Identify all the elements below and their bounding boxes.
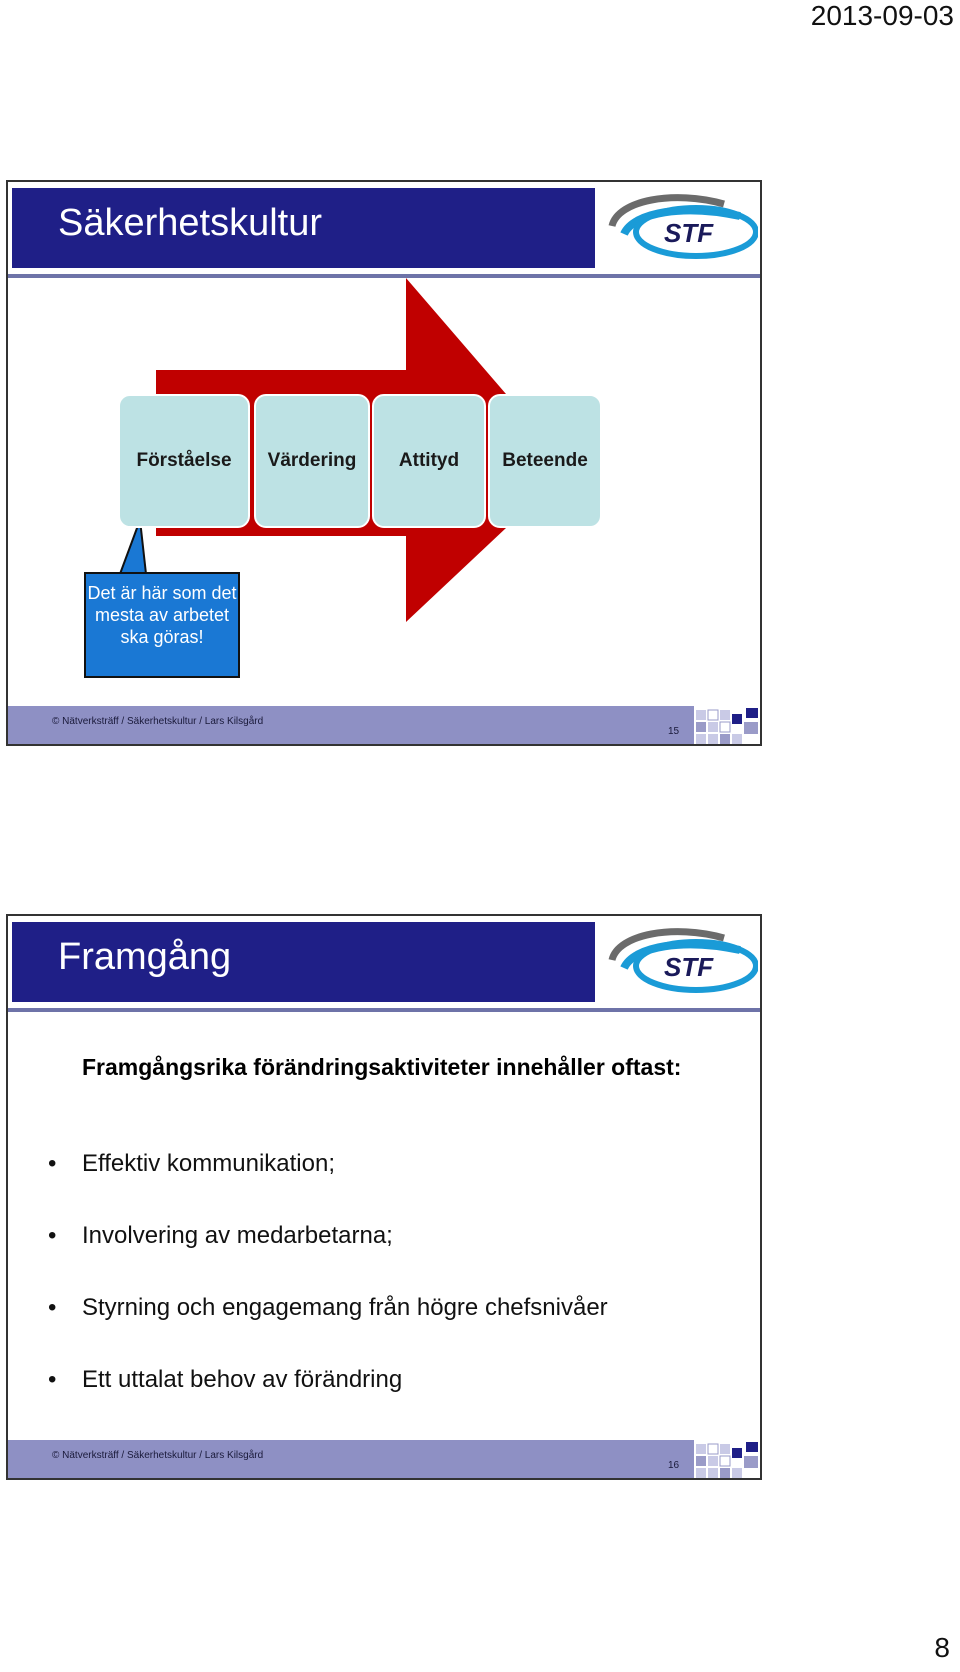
slide-number: 16 [668, 1460, 680, 1471]
step-box-forstaelse: Förståelse [118, 394, 250, 528]
header-rule [8, 1008, 762, 1012]
bullet-text: Effektiv kommunikation; [82, 1150, 335, 1177]
step-box-vardering: Värdering [254, 394, 370, 528]
callout-box: Det är här som det mesta av arbetet ska göras! [84, 572, 240, 678]
footer-text: © Nätverksträff / Säkerhetskultur / Lars Kilsgård [52, 716, 264, 727]
logo-text: STF [664, 952, 714, 982]
list-item: • Styrning och engagemang från högre chefsnivåer [48, 1294, 608, 1321]
footer-grid-graphic [694, 706, 762, 746]
footer-grid-graphic [694, 1440, 762, 1480]
footer-text: © Nätverksträff / Säkerhetskultur / Lars Kilsgård [52, 1450, 264, 1461]
stf-logo [604, 926, 758, 996]
bullet-text: Ett uttalat behov av förändring [82, 1366, 403, 1393]
slide-header [12, 922, 595, 1002]
slide-1 [6, 180, 762, 746]
list-item: • Effektiv kommunikation; [48, 1150, 335, 1177]
slide-footer [8, 706, 694, 746]
step-box-attityd: Attityd [372, 394, 486, 528]
slide-title: Framgång [58, 936, 232, 978]
slide-number: 15 [668, 726, 680, 737]
page-number: 8 [934, 1632, 950, 1663]
slide-title: Säkerhetskultur [58, 202, 323, 244]
list-item: • Involvering av medarbetarna; [48, 1222, 393, 1249]
slide-footer [8, 1440, 694, 1480]
slide-2 [6, 914, 762, 1480]
list-item: • Ett uttalat behov av förändring [48, 1366, 403, 1393]
bullet-text: Styrning och engagemang från högre chefsnivåer [82, 1294, 608, 1321]
logo-text: STF [664, 218, 714, 248]
page-date: 2013-09-03 [810, 0, 954, 31]
lead-text: Framgångsrika förändringsaktiviteter innehåller oftast: [82, 1054, 682, 1080]
bullet-list [48, 1150, 608, 1438]
bullet-text: Involvering av medarbetarna; [82, 1222, 393, 1249]
step-box-beteende: Beteende [488, 394, 602, 528]
